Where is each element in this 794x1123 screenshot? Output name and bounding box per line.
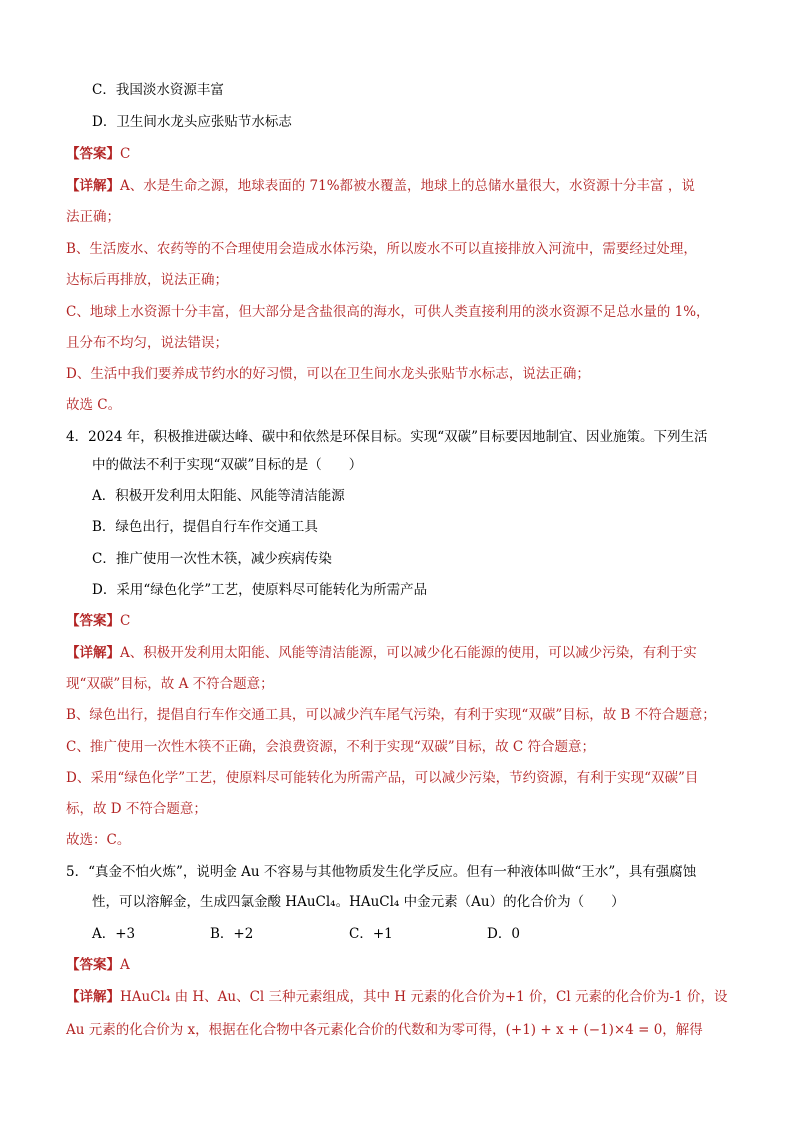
detail-tag: 【详解】: [66, 178, 120, 194]
detail-tag: 【详解】: [66, 645, 120, 661]
q4-detail-line: 【详解】A、积极开发利用太阳能、风能等清洁能源，可以减少化石能源的使用，可以减少污染，有利于实: [66, 645, 697, 661]
q4-stem: 4．2024 年，积极推进碳达峰、碳中和依然是环保目标。实现“双碳”目标要因地制宜、因业施策。下列生活: [66, 429, 708, 445]
q3-answer: [66, 144, 130, 164]
q4-detail-line: B、绿色出行，提倡自行车作交通工具，可以减少汽车尾气污染，有利于实现“双碳”目标，故 B 不符合题意；: [66, 707, 716, 723]
answer-tag: 【答案】: [66, 957, 120, 973]
q4-detail-line: D、采用“绿色化学”工艺，使原料尽可能转化为所需产品，可以减少污染，节约资源，有利于实现“双碳”目: [66, 770, 699, 786]
q4-stem: 中的做法不利于实现“双碳”目标的是（ ）: [92, 457, 363, 473]
answer-value: A: [120, 957, 130, 973]
q3-option-d: D．卫生间水龙头应张贴节水标志: [92, 114, 292, 130]
q4-option-d: D．采用“绿色化学”工艺，使原料尽可能转化为所需产品: [92, 582, 428, 598]
q5-option-a: A．+3: [92, 926, 136, 942]
answer-tag: 【答案】: [66, 146, 120, 162]
q3-detail-line: 【详解】A、水是生命之源，地球表面的 71%都被水覆盖，地球上的总储水量很大，水资源十分丰富 ，说: [66, 178, 695, 194]
q5-option-d: D．0: [487, 926, 520, 942]
q3-detail-line: 达标后再排放，说法正确；: [66, 272, 228, 288]
q3-detail-line: 且分布不均匀，说法错误；: [66, 335, 228, 351]
q4-detail-line: 标，故 D 不符合题意；: [66, 801, 207, 817]
q4-option-a: A．积极开发利用太阳能、风能等清洁能源: [92, 488, 345, 504]
answer-value: C: [120, 613, 131, 629]
answer-tag: 【答案】: [66, 613, 120, 629]
q3-option-c: C．我国淡水资源丰富: [92, 82, 224, 98]
q3-detail-line: C、地球上水资源十分丰富，但大部分是含盐很高的海水，可供人类直接利用的淡水资源不足总水量的 1%，: [66, 304, 710, 320]
q5-option-b: B．+2: [210, 926, 254, 942]
q4-option-b: B．绿色出行，提倡自行车作交通工具: [92, 519, 318, 535]
q3-detail-line: 故选 C。: [66, 397, 122, 413]
q4-detail-line: C、推广使用一次性木筷不正确，会浪费资源，不利于实现“双碳”目标，故 C 符合题意；: [66, 739, 596, 755]
q3-detail-line: 法正确；: [66, 209, 120, 225]
q5-answer: [66, 955, 130, 975]
answer-value: C: [120, 146, 131, 162]
q3-detail-line: B、生活废水、农药等的不合理使用会造成水体污染，所以废水不可以直接排放入河流中，需要经过处理，: [66, 241, 697, 257]
q5-stem: 性，可以溶解金，生成四氯金酸 HAuCl₄。HAuCl₄ 中金元素（Au）的化合价为（ ）: [92, 894, 625, 910]
q4-option-c: C．推广使用一次性木筷，减少疾病传染: [92, 551, 332, 567]
q5-detail-line: 【详解】HAuCl₄ 由 H、Au、Cl 三种元素组成，其中 H 元素的化合价为+1 价，Cl 元素的化合价为-1 价，设: [66, 989, 728, 1005]
q4-detail-line: 现“双碳”目标，故 A 不符合题意；: [66, 676, 274, 692]
detail-tag: 【详解】: [66, 989, 120, 1005]
q5-detail-line: Au 元素的化合价为 x，根据在化合物中各元素化合价的代数和为零可得，(+1) + x + (−1)×4 = 0，解得: [66, 1022, 703, 1038]
q5-stem: 5．“真金不怕火炼”，说明金 Au 不容易与其他物质发生化学反应。但有一种液体叫做“王水”，具有强腐蚀: [66, 864, 697, 880]
q4-detail-line: 故选：C。: [66, 832, 131, 848]
q4-answer: [66, 611, 130, 631]
q3-detail-line: D、生活中我们要养成节约水的好习惯，可以在卫生间水龙头张贴节水标志，说法正确；: [66, 366, 590, 382]
q5-option-c: C．+1: [349, 926, 393, 942]
